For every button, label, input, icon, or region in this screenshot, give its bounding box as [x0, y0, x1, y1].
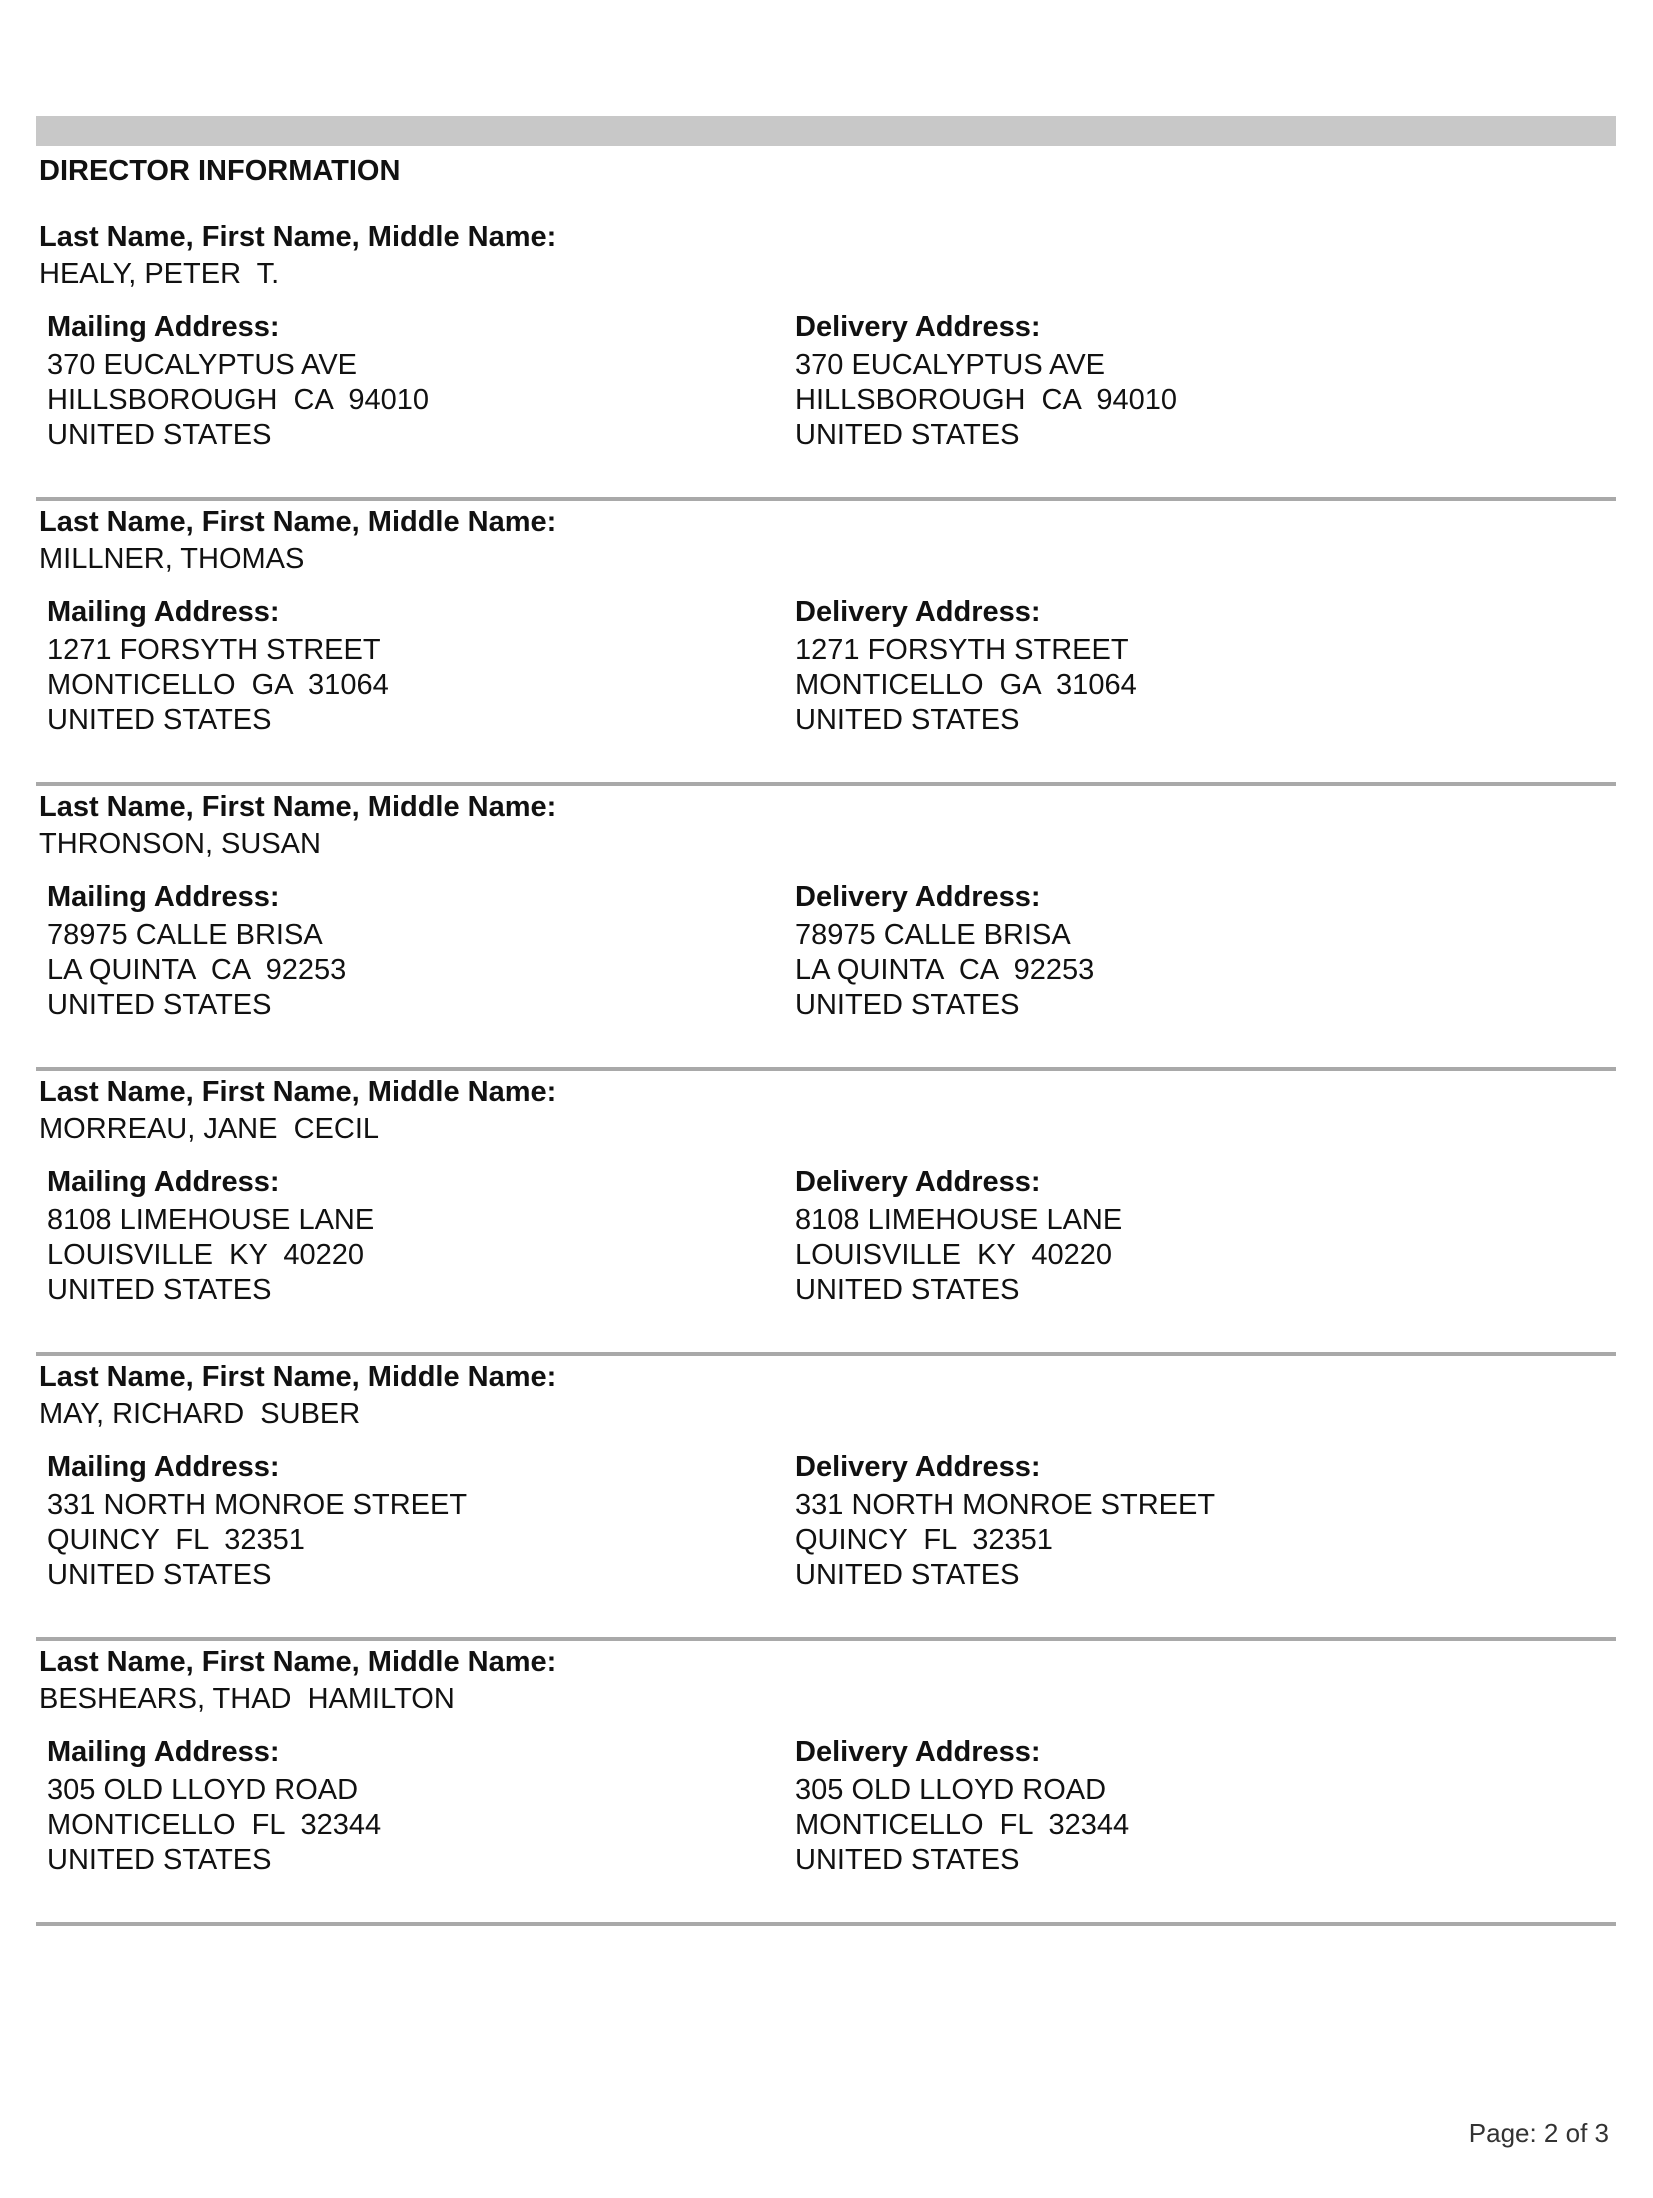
delivery-address-label: Delivery Address: — [795, 596, 1041, 628]
section-title: DIRECTOR INFORMATION — [39, 155, 401, 187]
delivery-street: 8108 LIMEHOUSE LANE — [795, 1204, 1123, 1236]
mailing-address — [47, 595, 747, 738]
delivery-address — [795, 1735, 1495, 1878]
director-name: MILLNER, THOMAS — [39, 543, 305, 575]
name-label: Last Name, First Name, Middle Name: — [39, 506, 557, 538]
mailing-address-label: Mailing Address: — [47, 1736, 280, 1768]
mailing-address-label: Mailing Address: — [47, 881, 280, 913]
mailing-street: 8108 LIMEHOUSE LANE — [47, 1204, 375, 1236]
delivery-address-label: Delivery Address: — [795, 1736, 1041, 1768]
mailing-street: 305 OLD LLOYD ROAD — [47, 1774, 359, 1806]
mailing-address — [47, 1735, 747, 1878]
delivery-address-label: Delivery Address: — [795, 881, 1041, 913]
mailing-address-label: Mailing Address: — [47, 311, 280, 343]
mailing-country: UNITED STATES — [47, 1844, 272, 1876]
mailing-city-state-zip: QUINCY FL 32351 — [47, 1524, 305, 1556]
delivery-street: 305 OLD LLOYD ROAD — [795, 1774, 1107, 1806]
delivery-city-state-zip: HILLSBOROUGH CA 94010 — [795, 384, 1177, 416]
page-number: Page: 2 of 3 — [1468, 2118, 1609, 2148]
mailing-address — [47, 880, 747, 1023]
name-label: Last Name, First Name, Middle Name: — [39, 1361, 557, 1393]
mailing-country: UNITED STATES — [47, 704, 272, 736]
delivery-address-label: Delivery Address: — [795, 1166, 1041, 1198]
mailing-address-label: Mailing Address: — [47, 1451, 280, 1483]
divider — [36, 1922, 1616, 1926]
delivery-city-state-zip: QUINCY FL 32351 — [795, 1524, 1053, 1556]
delivery-address — [795, 310, 1495, 453]
name-label: Last Name, First Name, Middle Name: — [39, 791, 557, 823]
divider — [36, 1637, 1616, 1641]
delivery-country: UNITED STATES — [795, 419, 1020, 451]
mailing-address-label: Mailing Address: — [47, 1166, 280, 1198]
delivery-address-label: Delivery Address: — [795, 1451, 1041, 1483]
mailing-city-state-zip: HILLSBOROUGH CA 94010 — [47, 384, 429, 416]
delivery-address — [795, 595, 1495, 738]
delivery-address — [795, 1450, 1495, 1593]
delivery-country: UNITED STATES — [795, 704, 1020, 736]
divider — [36, 782, 1616, 786]
delivery-street: 331 NORTH MONROE STREET — [795, 1489, 1216, 1521]
director-entry — [36, 790, 1616, 1075]
mailing-address — [47, 1165, 747, 1308]
delivery-city-state-zip: LA QUINTA CA 92253 — [795, 954, 1095, 986]
divider — [36, 1352, 1616, 1356]
delivery-country: UNITED STATES — [795, 1274, 1020, 1306]
name-label: Last Name, First Name, Middle Name: — [39, 221, 557, 253]
mailing-address — [47, 1450, 747, 1593]
delivery-street: 1271 FORSYTH STREET — [795, 634, 1129, 666]
mailing-address — [47, 310, 747, 453]
mailing-city-state-zip: MONTICELLO FL 32344 — [47, 1809, 382, 1841]
mailing-country: UNITED STATES — [47, 419, 272, 451]
mailing-country: UNITED STATES — [47, 1559, 272, 1591]
delivery-street: 370 EUCALYPTUS AVE — [795, 349, 1106, 381]
director-name: HEALY, PETER T. — [39, 258, 280, 290]
mailing-street: 1271 FORSYTH STREET — [47, 634, 381, 666]
mailing-street: 370 EUCALYPTUS AVE — [47, 349, 358, 381]
mailing-city-state-zip: LOUISVILLE KY 40220 — [47, 1239, 365, 1271]
director-entry — [36, 1645, 1616, 1930]
delivery-country: UNITED STATES — [795, 1844, 1020, 1876]
mailing-city-state-zip: LA QUINTA CA 92253 — [47, 954, 347, 986]
delivery-address — [795, 880, 1495, 1023]
delivery-city-state-zip: MONTICELLO FL 32344 — [795, 1809, 1130, 1841]
delivery-country: UNITED STATES — [795, 989, 1020, 1021]
director-entry — [36, 1075, 1616, 1360]
delivery-city-state-zip: LOUISVILLE KY 40220 — [795, 1239, 1113, 1271]
divider — [36, 1067, 1616, 1071]
director-entry — [36, 220, 1616, 505]
mailing-country: UNITED STATES — [47, 1274, 272, 1306]
name-label: Last Name, First Name, Middle Name: — [39, 1076, 557, 1108]
director-name: THRONSON, SUSAN — [39, 828, 321, 860]
delivery-address — [795, 1165, 1495, 1308]
director-name: BESHEARS, THAD HAMILTON — [39, 1683, 455, 1715]
director-name: MORREAU, JANE CECIL — [39, 1113, 379, 1145]
mailing-street: 78975 CALLE BRISA — [47, 919, 323, 951]
director-name: MAY, RICHARD SUBER — [39, 1398, 361, 1430]
delivery-address-label: Delivery Address: — [795, 311, 1041, 343]
mailing-address-label: Mailing Address: — [47, 596, 280, 628]
name-label: Last Name, First Name, Middle Name: — [39, 1646, 557, 1678]
mailing-street: 331 NORTH MONROE STREET — [47, 1489, 468, 1521]
director-entry — [36, 1360, 1616, 1645]
mailing-city-state-zip: MONTICELLO GA 31064 — [47, 669, 389, 701]
divider — [36, 497, 1616, 501]
section-header-bar — [36, 116, 1616, 146]
delivery-street: 78975 CALLE BRISA — [795, 919, 1071, 951]
mailing-country: UNITED STATES — [47, 989, 272, 1021]
delivery-country: UNITED STATES — [795, 1559, 1020, 1591]
director-entry — [36, 505, 1616, 790]
delivery-city-state-zip: MONTICELLO GA 31064 — [795, 669, 1137, 701]
